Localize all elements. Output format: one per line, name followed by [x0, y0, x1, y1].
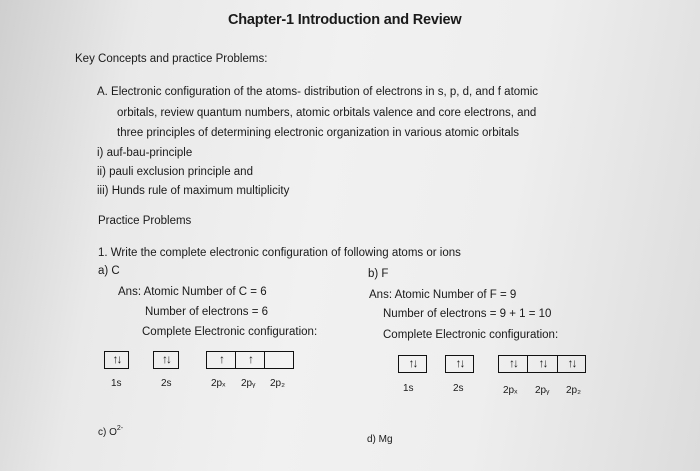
- electron-cell: ↑↓: [455, 356, 464, 370]
- electron-cell: ↑↓: [528, 356, 558, 372]
- orbital-label-2s: 2s: [453, 383, 464, 394]
- orbital-box-1s-c: [104, 351, 129, 369]
- electron-cell: ↑↓: [408, 356, 417, 370]
- part-c-charge: 2-: [116, 425, 124, 432]
- part-d-label: d) Mg: [367, 434, 393, 445]
- principle-hunds: iii) Hunds rule of maximum multiplicity: [97, 185, 290, 197]
- orbital-box-2s-f: [445, 355, 474, 373]
- electron-cell: [265, 352, 293, 368]
- part-b-atomic-number: Ans: Atomic Number of F = 9: [369, 289, 517, 301]
- orbital-label-2px: 2pₓ: [211, 378, 226, 389]
- part-b-config-label: Complete Electronic configuration:: [383, 329, 559, 341]
- orbital-box-2p-c: [206, 351, 294, 369]
- orbital-label-2pz: 2p₂: [566, 385, 582, 396]
- section-a-line-3: three principles of determining electronic organization in various atomic orbitals: [117, 127, 520, 139]
- orbital-box-2s-c: [153, 351, 179, 369]
- section-a-line-2: orbitals, review quantum numbers, atomic orbitals valence and core electrons, and: [117, 107, 537, 119]
- orbital-label-1s: 1s: [403, 383, 414, 394]
- electron-cell: ↑↓: [567, 356, 576, 370]
- principle-pauli: ii) pauli exclusion principle and: [97, 166, 253, 178]
- section-a-line-1: A. Electronic configuration of the atoms- distribution of electrons in s, p, d, and f atomic: [97, 86, 539, 98]
- electron-cell: ↑↓: [112, 352, 121, 366]
- orbital-label-2pz: 2p₂: [270, 378, 286, 389]
- electron-cell: ↑↓: [499, 356, 528, 372]
- principle-aufbau: i) auf-bau-principle: [97, 147, 193, 159]
- question-1: 1. Write the complete electronic configuration of following atoms or ions: [98, 247, 461, 259]
- electron-cell: ↑↓: [162, 352, 170, 366]
- key-concepts-heading: Key Concepts and practice Problems:: [75, 53, 268, 65]
- part-b-electrons: Number of electrons = 9 + 1 = 10: [383, 308, 552, 320]
- orbital-box-1s-f: [398, 355, 427, 373]
- part-c-label: [98, 426, 123, 441]
- part-a-electrons: Number of electrons = 6: [145, 306, 269, 318]
- orbital-label-1s: 1s: [111, 378, 122, 389]
- part-a-config-label: Complete Electronic configuration:: [142, 326, 318, 338]
- practice-problems-heading: Practice Problems: [98, 215, 192, 227]
- orbital-box-2p-f: [498, 355, 586, 373]
- orbital-label-2s: 2s: [161, 378, 172, 389]
- orbital-label-2py: 2pᵧ: [535, 385, 550, 396]
- page-title: Chapter-1 Introduction and Review: [228, 12, 462, 28]
- electron-cell: ↑: [236, 352, 265, 368]
- part-a-atomic-number: Ans: Atomic Number of C = 6: [118, 286, 267, 298]
- part-a-label: a) C: [98, 265, 120, 277]
- part-c-text: c) O: [98, 427, 117, 438]
- orbital-label-2py: 2pᵧ: [241, 378, 256, 389]
- orbital-label-2px: 2pₓ: [503, 385, 518, 396]
- part-b-label: b) F: [368, 268, 389, 280]
- electron-cell: ↑: [207, 352, 236, 368]
